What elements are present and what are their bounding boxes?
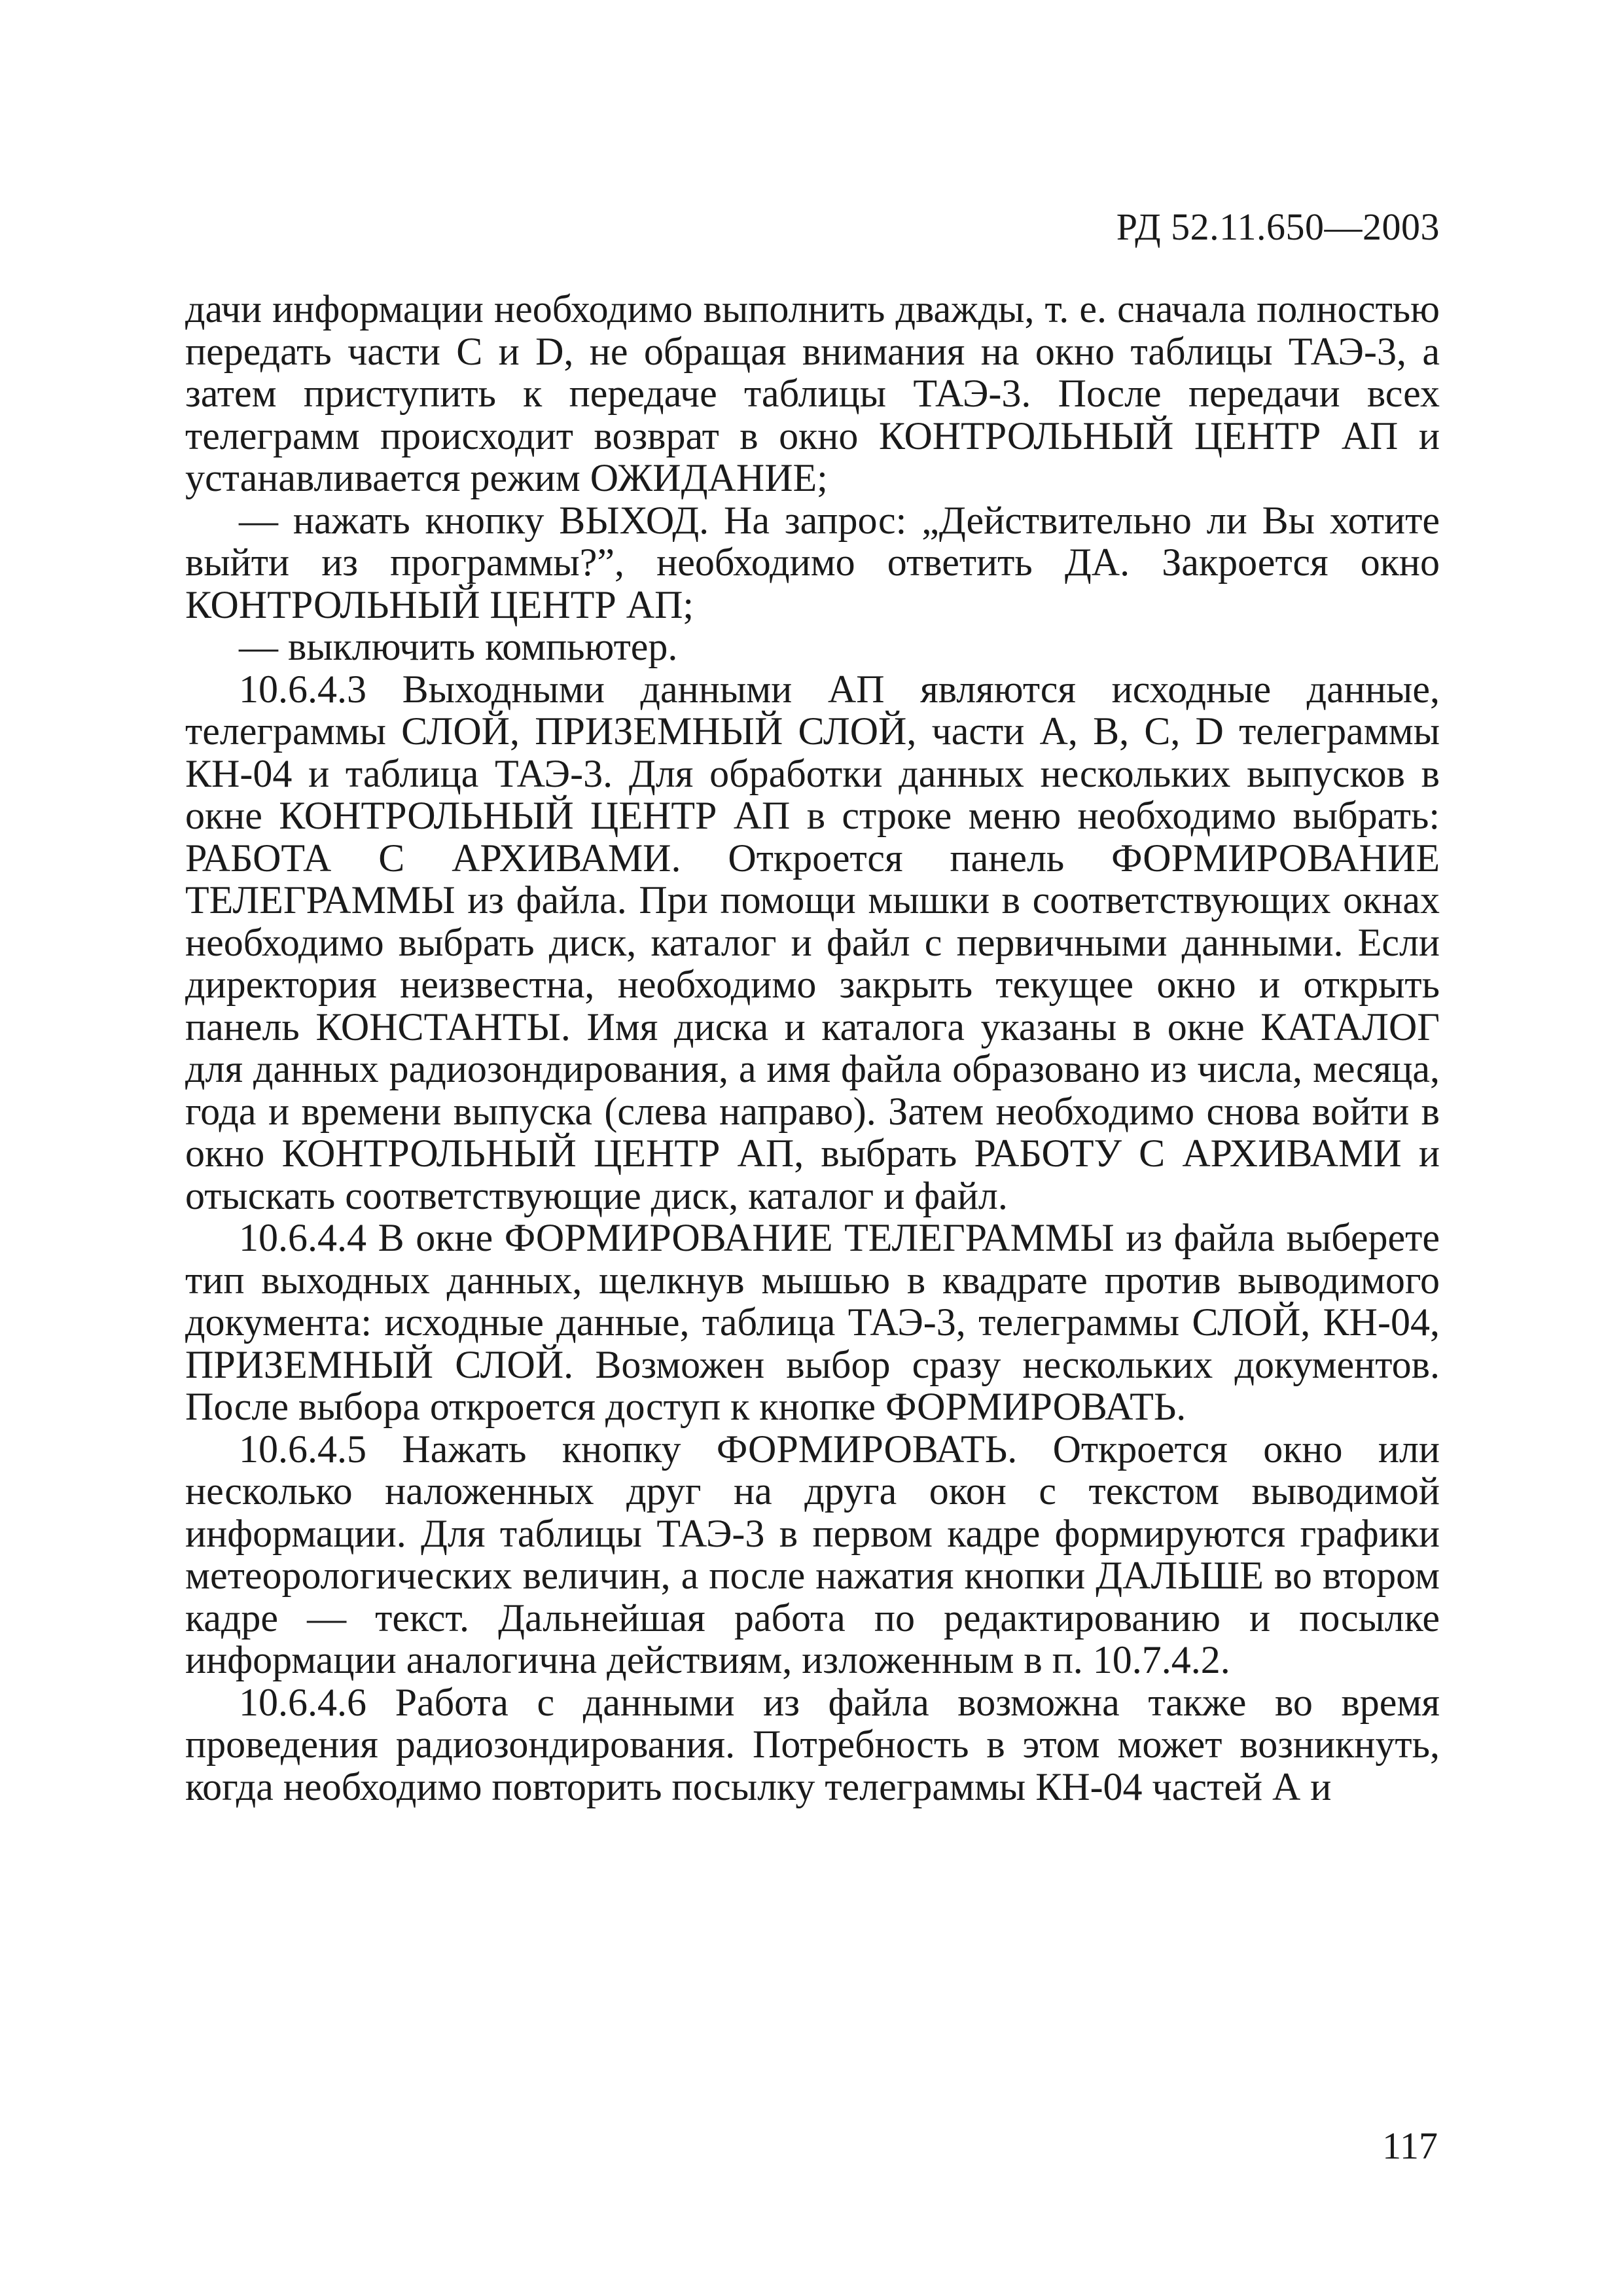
document-code-header: РД 52.11.650—2003 [1116,206,1440,248]
page-number: 117 [1382,2125,1438,2167]
paragraph-10-6-4-3: 10.6.4.3 Выходными данными АП являются исходные данные, телеграммы СЛОЙ, ПРИЗЕМНЫЙ СЛОЙ, части А, В, С, D телеграммы КН-04 и таблица ТАЭ-3. Для обработки данных нескольких выпусков в окне КОНТРОЛЬНЫЙ ЦЕНТР АП в строке меню необходимо выбрать: РАБОТА С АРХИВАМИ. Откроется панель ФОРМИРОВАНИЕ ТЕЛЕГРАММЫ из файла. При помощи мышки в соответствующих окнах необходимо выбрать диск, каталог и файл с первичными данными. Если директория неизвестна, необходимо закрыть текущее окно и открыть панель КОНСТАНТЫ. Имя диска и каталога указаны в окне КАТАЛОГ для данных радиозондирования, а имя файла образовано из числа, месяца, года и времени выпуска (слева направо). Затем необходимо снова войти в окно КОНТРОЛЬНЫЙ ЦЕНТР АП, выбрать РАБОТУ С АРХИВАМИ и отыскать соответствующие диск, каталог и файл. [185,667,1440,1217]
paragraph-10-6-4-6: 10.6.4.6 Работа с данными из файла возможна также во время проведения радиозондирования. Потребность в этом может возникнуть, когда необходимо повторить посылку телеграммы КН-04 частей А и [185,1680,1440,1808]
paragraph-10-6-4-4: 10.6.4.4 В окне ФОРМИРОВАНИЕ ТЕЛЕГРАММЫ из файла выберете тип выходных данных, щелкнув мышью в квадрате против выводимого документа: исходные данные, таблица ТАЭ-3, телеграммы СЛОЙ, КН-04, ПРИЗЕМНЫЙ СЛОЙ. Возможен выбор сразу нескольких документов. После выбора откроется доступ к кнопке ФОРМИРОВАТЬ. [185,1216,1440,1428]
paragraph-power-off-step: — выключить компьютер. [239,625,678,668]
paragraph-exit-button-step: — нажать кнопку ВЫХОД. На запрос: „Действительно ли Вы хотите выйти из программы?”, необходимо ответить ДА. Закроется окно КОНТРОЛЬНЫЙ ЦЕНТР АП; [185,498,1440,626]
body-text [185,288,1440,1808]
paragraph-10-6-4-5: 10.6.4.5 Нажать кнопку ФОРМИРОВАТЬ. Откроется окно или несколько наложенных друг на друга окон с текстом выводимой информации. Для таблицы ТАЭ-3 в первом кадре формируются графики метеорологических величин, а после нажатия кнопки ДАЛЬШЕ во втором кадре — текст. Дальнейшая работа по редактированию и посылке информации аналогична действиям, изложенным в п. 10.7.4.2. [185,1427,1440,1681]
paragraph-continuation: дачи информации необходимо выполнить дважды, т. е. сначала полностью передать части С и D, не обращая внимания на окно таблицы ТАЭ-3, а затем приступить к передаче таблицы ТАЭ-3. После передачи всех телеграмм происходит возврат в окно КОНТРОЛЬНЫЙ ЦЕНТР АП и устанавливается режим ОЖИДАНИЕ; [185,287,1440,499]
